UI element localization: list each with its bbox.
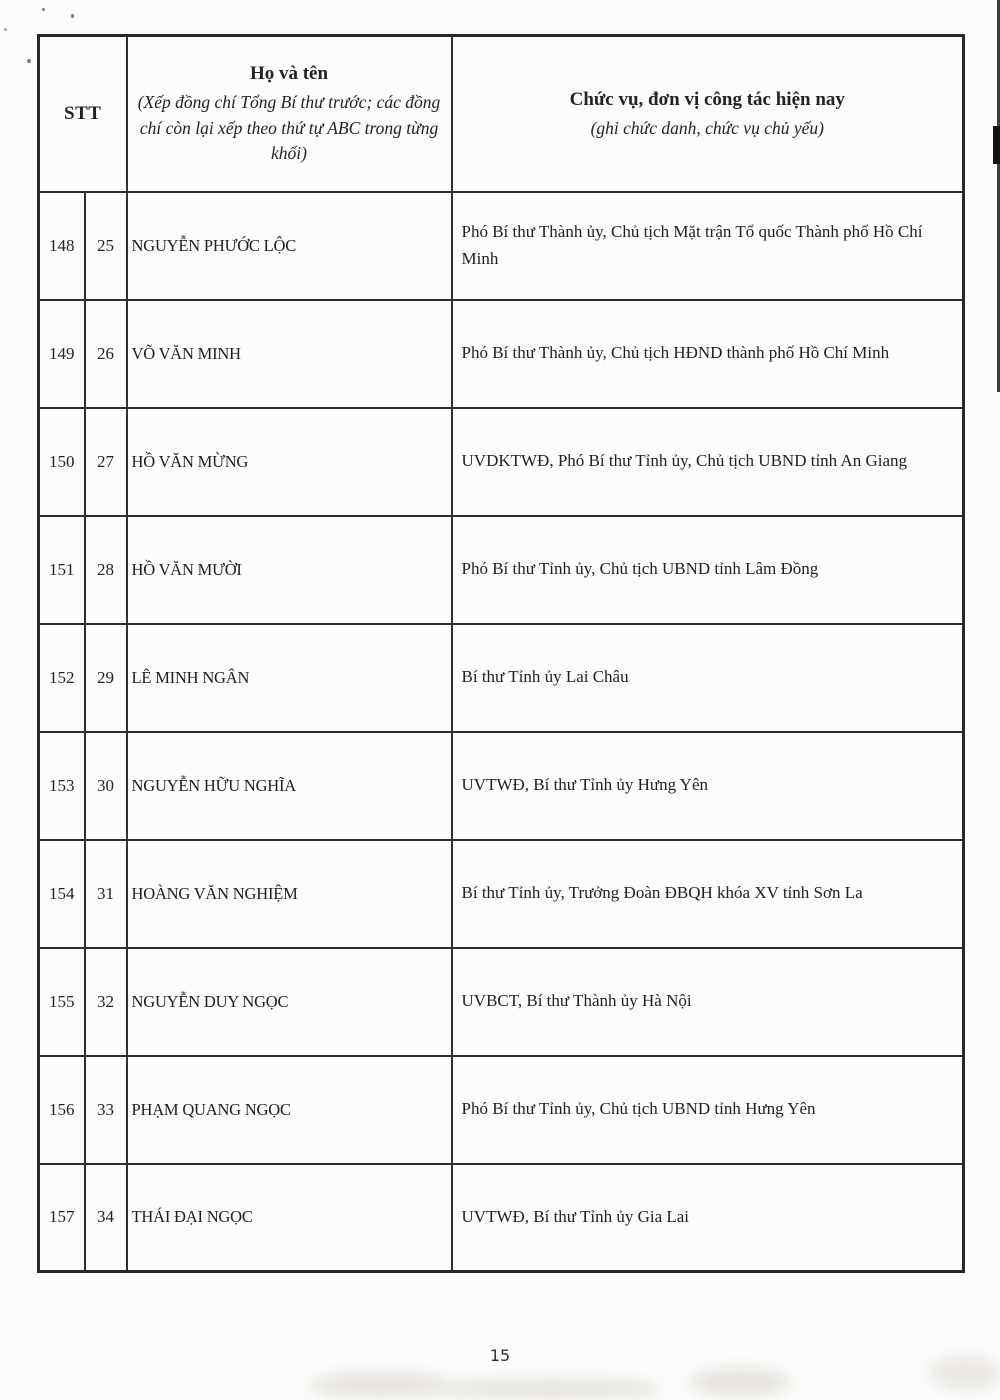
name-cell: NGUYỄN DUY NGỌC [127,948,452,1056]
table-row [39,732,964,840]
position-cell: Phó Bí thư Thành ủy, Chủ tịch Mặt trận Tổ quốc Thành phố Hồ Chí Minh [452,192,964,300]
header-name-subtitle: (Xếp đồng chí Tổng Bí thư trước; các đồng chí còn lại xếp theo thứ tự ABC trong từng khối) [137,91,441,164]
name-cell: LÊ MINH NGÂN [127,624,452,732]
stt-cell: 149 [39,300,85,408]
table-row [39,516,964,624]
table-row [39,408,964,516]
officials-table [37,34,965,1273]
position-cell: UVTWĐ, Bí thư Tỉnh ủy Gia Lai [452,1164,964,1272]
scan-smudge [690,1368,790,1396]
table-row [39,1056,964,1164]
group-no-cell: 30 [85,732,127,840]
position-cell: Phó Bí thư Thành ủy, Chủ tịch HĐND thành phố Hồ Chí Minh [452,300,964,408]
table-row [39,192,964,300]
group-no-cell: 28 [85,516,127,624]
name-cell: THÁI ĐẠI NGỌC [127,1164,452,1272]
table-header [39,36,964,192]
group-no-cell: 34 [85,1164,127,1272]
stt-cell: 150 [39,408,85,516]
scan-speck [42,8,45,11]
name-cell: NGUYỄN PHƯỚC LỘC [127,192,452,300]
name-cell: NGUYỄN HỮU NGHĨA [127,732,452,840]
scan-speck [4,28,7,31]
position-cell: Bí thư Tỉnh ủy Lai Châu [452,624,964,732]
position-cell: UVBCT, Bí thư Thành ủy Hà Nội [452,948,964,1056]
group-no-cell: 25 [85,192,127,300]
name-cell: PHẠM QUANG NGỌC [127,1056,452,1164]
header-position-subtitle: (ghi chức danh, chức vụ chủ yếu) [590,117,824,138]
page-number: 15 [489,1346,511,1365]
stt-cell: 155 [39,948,85,1056]
header-name-title: Họ và tên [249,63,329,85]
position-cell: UVTWĐ, Bí thư Tỉnh ủy Hưng Yên [452,732,964,840]
scan-speck [71,14,74,18]
name-cell: HỒ VĂN MỪNG [127,408,452,516]
table-row [39,300,964,408]
stt-cell: 151 [39,516,85,624]
group-no-cell: 32 [85,948,127,1056]
position-cell: Phó Bí thư Tỉnh ủy, Chủ tịch UBND tỉnh Lâm Đồng [452,516,964,624]
group-no-cell: 33 [85,1056,127,1164]
table-row [39,1164,964,1272]
scan-smudge [310,1372,450,1398]
header-position [452,36,964,192]
table-row [39,624,964,732]
header-row [39,36,964,192]
group-no-cell: 29 [85,624,127,732]
scan-speck [27,59,31,63]
stt-cell: 154 [39,840,85,948]
table-body [39,192,964,1272]
position-cell: Bí thư Tỉnh ủy, Trưởng Đoàn ĐBQH khóa XV tỉnh Sơn La [452,840,964,948]
group-no-cell: 31 [85,840,127,948]
group-no-cell: 26 [85,300,127,408]
stt-cell: 156 [39,1056,85,1164]
header-stt: STT [39,36,127,192]
header-name [127,36,452,192]
scan-smudge [440,1378,660,1400]
table-row [39,948,964,1056]
header-position-title: Chức vụ, đơn vị công tác hiện nay [569,89,845,111]
position-cell: Phó Bí thư Tỉnh ủy, Chủ tịch UBND tỉnh Hưng Yên [452,1056,964,1164]
stt-cell: 152 [39,624,85,732]
stt-cell: 148 [39,192,85,300]
position-cell: UVDKTWĐ, Phó Bí thư Tỉnh ủy, Chủ tịch UBND tỉnh An Giang [452,408,964,516]
name-cell: HỒ VĂN MƯỜI [127,516,452,624]
name-cell: VÕ VĂN MINH [127,300,452,408]
stt-cell: 157 [39,1164,85,1272]
scan-edge-mark [993,126,1000,164]
group-no-cell: 27 [85,408,127,516]
name-cell: HOÀNG VĂN NGHIỆM [127,840,452,948]
table-row [39,840,964,948]
stt-cell: 153 [39,732,85,840]
